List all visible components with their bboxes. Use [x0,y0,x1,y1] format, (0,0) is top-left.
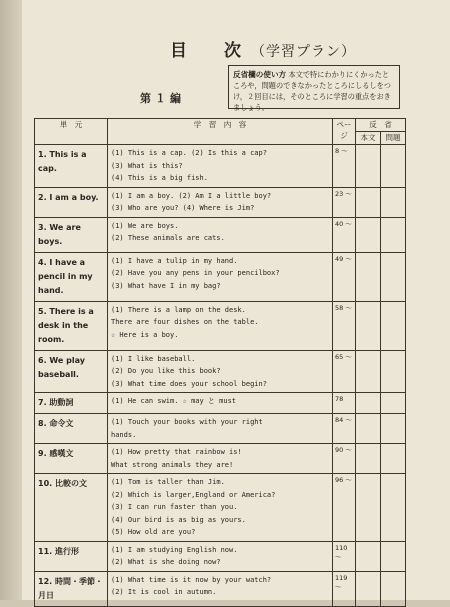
content-line: (4) Our bird is as big as yours. [111,515,246,524]
page-cell: 65 ～ [333,350,356,393]
content-line: (2) It is cool in autumn. [111,588,217,596]
content-line: There are four dishes on the table. [111,318,259,326]
table-row [35,350,406,393]
reflect-body-cell[interactable] [356,414,381,444]
table-row [35,187,406,217]
unit-cell: 1. This is a cap. [35,145,108,188]
page-cell: 119 ～ [333,571,356,606]
content-line: (3) Who are you? (4) Where is Jim? [111,204,255,212]
content-cell [108,571,333,606]
content-cell [108,187,333,217]
header-content: 学 習 内 容 [108,119,333,145]
reflect-body-cell[interactable] [356,350,381,393]
unit-cell: 5. There is a desk in the room. [35,301,108,350]
header-body: 本文 [356,132,381,145]
unit-cell: 12. 時間・季節・月日 [35,571,108,606]
content-line: (3) What time does your school begin? [111,379,267,388]
page-title [170,36,356,61]
reflect-body-cell[interactable] [356,444,381,474]
unit-cell: 8. 命令文 [35,414,108,444]
content-line: (1) We are boys. [111,221,179,230]
content-cell [108,145,333,188]
table-row [35,145,406,188]
content-line: ☆ Here is a boy. [111,330,179,339]
reflect-problem-cell[interactable] [381,301,406,350]
unit-cell: 11. 進行形 [35,541,108,571]
table-row [35,444,406,474]
reflect-problem-cell[interactable] [381,217,406,252]
section-label: 第１編 [140,92,185,105]
reflect-problem-cell[interactable] [381,252,406,301]
table-row [35,541,406,571]
page-cell: 84 ～ [333,414,356,444]
unit-cell: 2. I am a boy. [35,187,108,217]
reflect-body-cell[interactable] [356,252,381,301]
reflection-note-box [228,65,400,112]
contents-table [34,118,406,607]
unit-cell: 4. I have a pencil in my hand. [35,252,108,301]
content-line: (2) Which is larger,England or America? [111,490,276,499]
table-row [35,414,406,444]
content-line: (1) There is a lamp on the desk. [111,305,246,314]
content-line: What strong animals they are! [111,460,234,469]
content-line: (1) What time is it now by your watch? [111,575,272,584]
reflect-problem-cell[interactable] [381,541,406,571]
page-cell: 78 [333,393,356,414]
content-line: (1) Tom is taller than Jim. [111,478,225,486]
content-line: (1) I am studying English now. [111,545,238,554]
page-cell: 96 ～ [333,474,356,542]
reflect-problem-cell[interactable] [381,350,406,393]
content-line: (1) I have a tulip in my hand. [111,256,238,265]
reflect-problem-cell[interactable] [381,444,406,474]
unit-cell: 7. 助動詞 [35,393,108,414]
content-line: (5) How old are you? [111,528,196,536]
content-cell [108,393,333,414]
content-line: (1) How pretty that rainbow is! [111,448,242,456]
unit-cell: 9. 感嘆文 [35,444,108,474]
reflect-body-cell[interactable] [356,145,381,188]
reflect-body-cell[interactable] [356,474,381,542]
reflect-body-cell[interactable] [356,187,381,217]
content-cell [108,350,333,393]
reflect-body-cell[interactable] [356,217,381,252]
page-cell: 23 ～ [333,187,356,217]
content-line: (1) I am a boy. (2) Am I a little boy? [111,191,272,200]
title-main: 目 次 [170,41,251,61]
content-line: (3) I can run faster than you. [111,503,238,511]
content-line: (1) I like baseball. [111,354,196,363]
header-page: ページ [333,119,356,145]
reflect-body-cell[interactable] [356,393,381,414]
content-cell [108,414,333,444]
content-cell [108,444,333,474]
unit-cell: 3. We are boys. [35,217,108,252]
table-row [35,474,406,542]
reflect-problem-cell[interactable] [381,187,406,217]
content-cell [108,541,333,571]
page-cell: 49 ～ [333,252,356,301]
table-row [35,252,406,301]
title-sub: （学習プラン） [251,44,356,60]
content-cell [108,474,333,542]
content-cell [108,217,333,252]
content-line: (2) What is she doing now? [111,558,221,566]
content-cell [108,301,333,350]
table-row [35,393,406,414]
table-row [35,217,406,252]
content-line: (3) What is this? [111,161,183,170]
page-cell: 90 ～ [333,444,356,474]
page-cell: 8 ～ [333,145,356,188]
adjacent-page-edge [0,0,22,600]
header-unit: 単 元 [35,119,108,145]
content-line: (1) Touch your books with your right [111,418,263,426]
note-text: 本文で特にわかりにくかったところや，問題のできなかったところにしるしをつけ，２回目には，そのところに学習の重点をおきましょう。 [233,70,391,112]
page-cell: 40 ～ [333,217,356,252]
content-line: (2) Do you like this book? [111,367,221,375]
reflect-problem-cell[interactable] [381,145,406,188]
table-row [35,301,406,350]
reflect-problem-cell[interactable] [381,571,406,606]
reflect-problem-cell[interactable] [381,474,406,542]
content-cell [108,252,333,301]
content-line: (1) This is a cap. (2) Is this a cap? [111,149,267,157]
table-row [35,571,406,606]
content-line: hands. [111,430,137,439]
page-cell: 110 ～ [333,541,356,571]
content-line: (1) He can swim. ☆ may と must [111,397,237,405]
content-line: (3) What have I in my bag? [111,281,221,290]
content-line: (2) Have you any pens in your pencilbox? [111,269,280,277]
reflect-problem-cell[interactable] [381,414,406,444]
unit-cell: 6. We play baseball. [35,350,108,393]
page-cell: 58 ～ [333,301,356,350]
note-heading: 反省欄の使い方 [233,70,287,79]
header-reflect: 反 省 [356,119,406,132]
unit-cell: 10. 比較の文 [35,474,108,542]
content-line: (2) These animals are cats. [111,234,225,242]
reflect-body-cell[interactable] [356,571,381,606]
reflect-problem-cell[interactable] [381,393,406,414]
reflect-body-cell[interactable] [356,541,381,571]
content-line: (4) This is a big fish. [111,174,208,182]
reflect-body-cell[interactable] [356,301,381,350]
header-problem: 問題 [381,132,406,145]
